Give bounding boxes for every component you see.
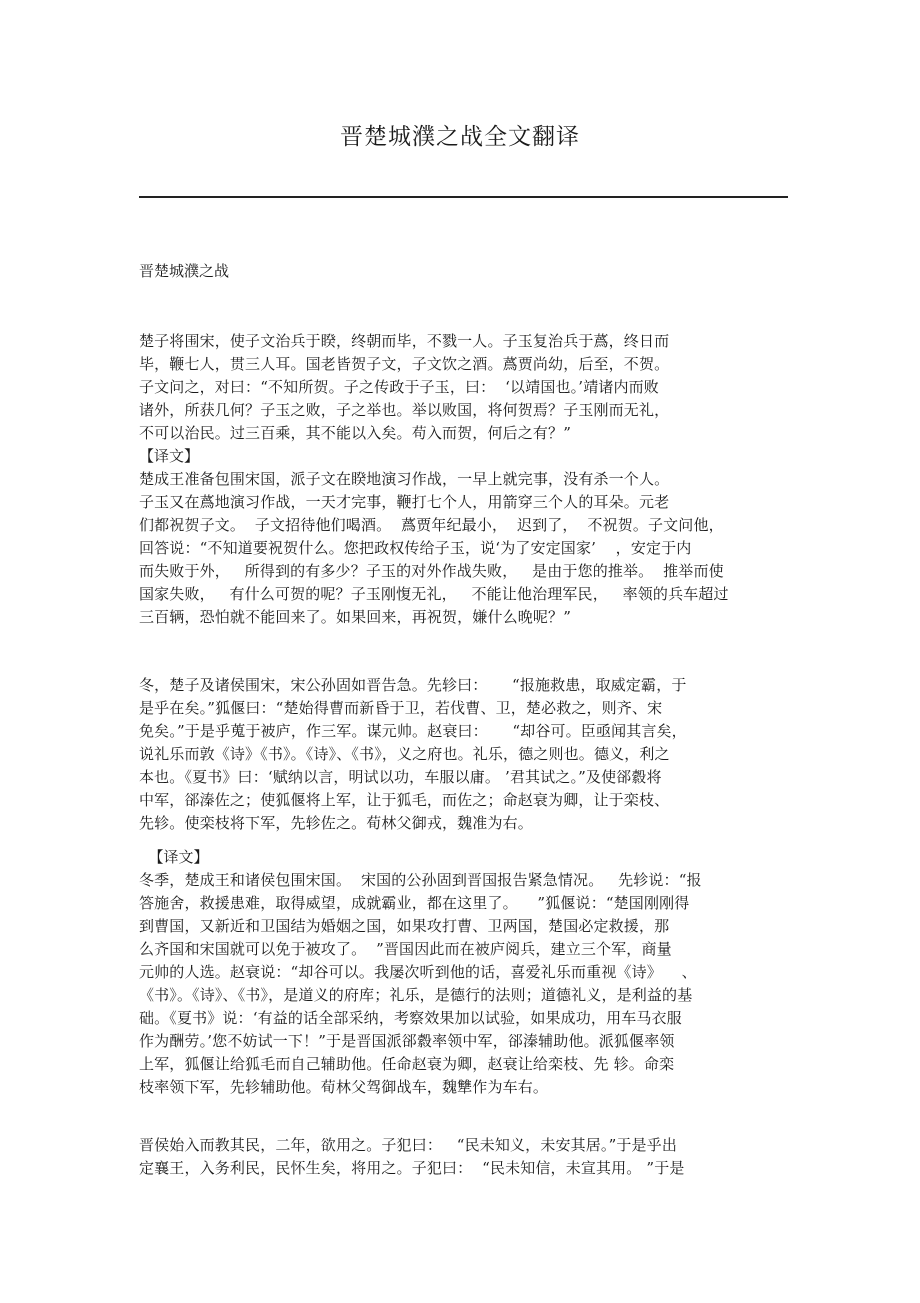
text-line: 本也。《夏书》曰：‘赋纳以言，明试以功，车服以庸。 ’君其试之。”及使郤縠将: [139, 768, 662, 786]
text-line: 么齐国和宋国就可以免于被攻了。 ”晋国因此而在被庐阅兵，建立三个军，商量: [139, 940, 672, 958]
text-line: 到曹国，又新近和卫国结为婚姻之国，如果攻打曹、卫两国，楚国必定救援，那: [139, 917, 670, 935]
text-line: 枝率领下军，先轸辅助他。荀林父驾御战车，魏犨作为车右。: [139, 1078, 549, 1096]
text-line: 们都祝贺子文。 子文招待他们喝酒。 蔿贾年纪最小， 迟到了， 不祝贺。子文问他，: [139, 516, 724, 534]
text-line: 晋侯始入而教其民，二年，欲用之。子犯曰： “民未知义，未安其居。”于是乎出: [139, 1136, 677, 1154]
text-line: 先轸。使栾枝将下军，先轸佐之。荀林父御戎，魏准为右。: [139, 814, 533, 832]
text-line: 中军，郤溱佐之；使狐偃将上军，让于狐毛，而佐之；命赵衰为卿，让于栾枝、: [139, 791, 670, 809]
translation-label: 【译文】: [139, 848, 209, 866]
title-divider: [139, 196, 788, 198]
translation-label: 【译文】: [139, 447, 200, 465]
text-line: 而失败于外， 所得到的有多少？子玉的对外作战失败， 是由于您的推举。 推举而使: [139, 562, 724, 580]
text-line: 《书》。《诗》、《书》，是道义的府库；礼乐，是德行的法则；道德礼义，是利益的基: [139, 986, 693, 1004]
text-line: 楚成王准备包围宋国，派子文在睽地演习作战，一早上就完事，没有杀一个人。: [139, 470, 670, 488]
text-line: 是乎在矣。”狐偃曰：“楚始得曹而新昏于卫，若伐曹、卫，楚必救之，则齐、宋: [139, 699, 663, 717]
text-line: 定襄王，入务利民，民怀生矣，将用之。子犯曰： “民未知信，未宣其用。 ”于是: [139, 1159, 685, 1177]
document-subtitle: 晋楚城濮之战: [139, 262, 230, 280]
text-line: 毕，鞭七人，贯三人耳。国老皆贺子文，子文饮之酒。蔿贾尚幼，后至，不贺。: [139, 355, 670, 373]
text-line: 子文问之，对曰：“不知所贺。子之传政于子玉，曰： ‘以靖国也。’靖诸内而败: [139, 378, 659, 396]
text-line: 免矣。”于是乎蒐于被庐，作三军。谋元帅。赵衰曰： “却谷可。臣亟闻其言矣，: [139, 722, 687, 740]
text-line: 回答说：“不知道要祝贺什么。您把政权传给子玉，说‘为了安定国家’ ，安定于内: [139, 539, 692, 557]
document-title: 晋楚城濮之战全文翻译: [340, 124, 580, 150]
original-text-paragraph-3: [139, 1134, 799, 1180]
text-line: 说礼乐而敦《诗》《书》。《诗》、《书》，义之府也。礼乐，德之则也。德义，利之: [139, 745, 670, 763]
text-line: 冬，楚子及诸侯围宋，宋公孙固如晋告急。先轸曰： “报施救患，取威定霸，于: [139, 676, 687, 694]
text-line: 楚子将围宋，使子文治兵于睽，终朝而毕，不戮一人。子玉复治兵于蔿，终日而: [139, 332, 670, 350]
text-line: 元帅的人选。赵衰说：“却谷可以。我屡次听到他的话，喜爱礼乐而重视《诗》 、: [139, 963, 697, 981]
translation-paragraph-1: [139, 445, 799, 629]
text-line: 不可以治民。过三百乘，其不能以入矣。苟入而贺，何后之有？”: [139, 424, 572, 442]
original-text-paragraph-1: [139, 330, 799, 445]
text-line: 三百辆，恐怕就不能回来了。如果回来，再祝贺，嫌什么晚呢？”: [139, 608, 572, 626]
text-line: 作为酬劳。’您不妨试一下！”于是晋国派郤縠率领中军，郤溱辅助他。派狐偃率领: [139, 1032, 675, 1050]
text-line: 子玉又在蔿地演习作战，一天才完事，鞭打七个人，用箭穿三个人的耳朵。元老: [139, 493, 670, 511]
text-line: 冬季，楚成王和诸侯包围宋国。 宋国的公孙固到晋国报告紧急情况。 先轸说：“报: [139, 871, 702, 889]
text-line: 国家失败， 有什么可贺的呢？子玉刚愎无礼， 不能让他治理军民， 率领的兵车超过: [139, 585, 729, 603]
text-line: 答施舍，救援患难，取得威望，成就霸业，都在这里了。 ”狐偃说：“楚国刚刚得: [139, 894, 690, 912]
text-line: 础。《夏书》说：‘有益的话全部采纳，考察效果加以试验，如果成功，用车马衣服: [139, 1009, 682, 1027]
original-text-paragraph-2: [139, 674, 799, 835]
translation-paragraph-2: [139, 846, 799, 1099]
text-line: 诸外，所获几何？子玉之败，子之举也。举以败国，将何贺焉？子玉刚而无礼，: [139, 401, 670, 419]
text-line: 上军，狐偃让给狐毛而自己辅助他。任命赵衰为卿，赵衰让给栾枝、先 轸。命栾: [139, 1055, 675, 1073]
